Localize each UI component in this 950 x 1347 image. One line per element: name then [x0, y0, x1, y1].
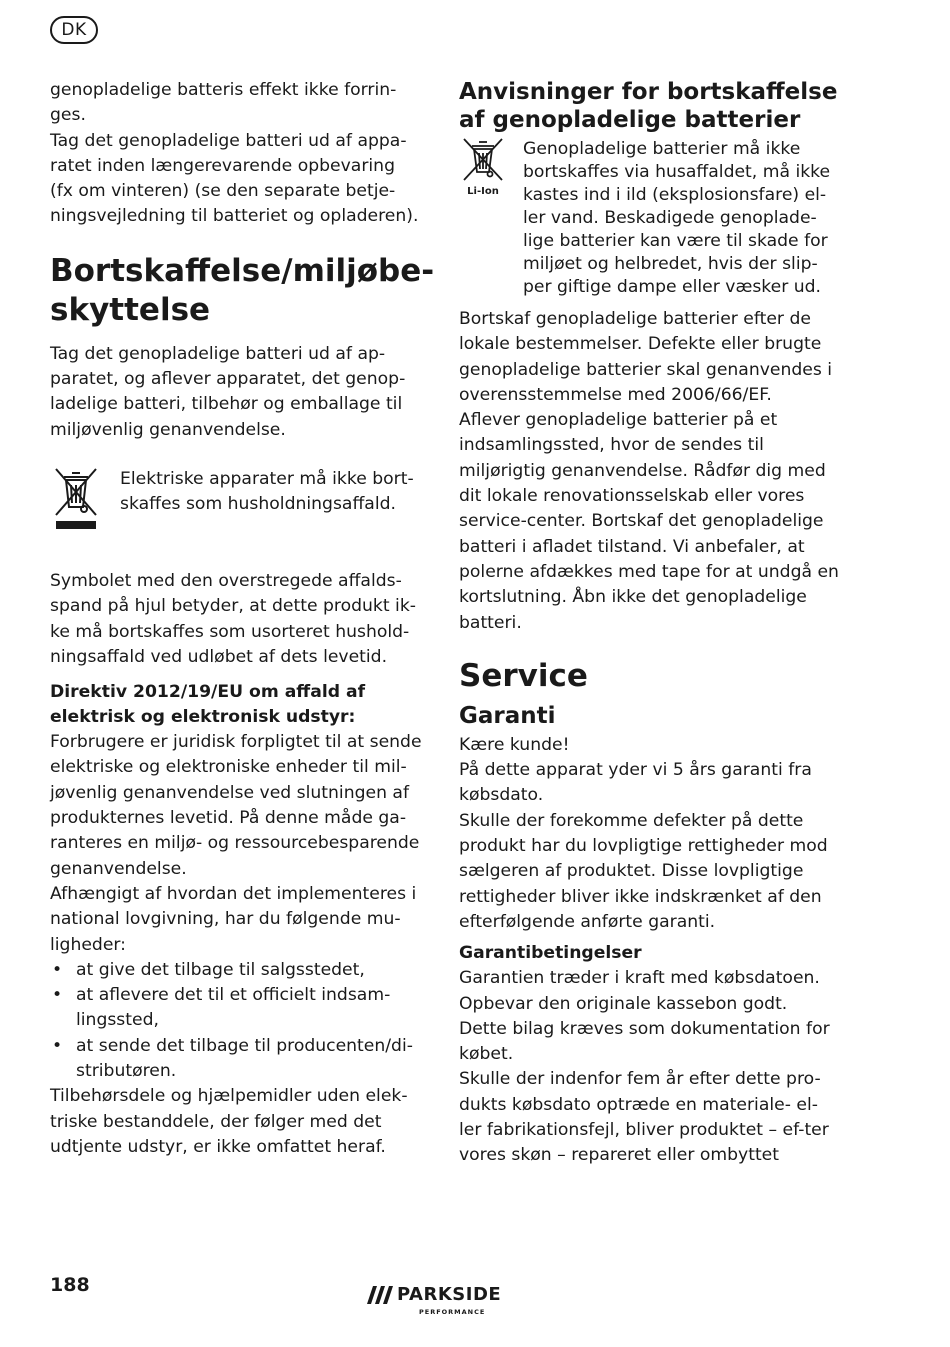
section-heading-disposal: Bortskaffelse/miljøbe-skyttelse	[50, 252, 435, 328]
guarantee-heading: Garanti	[459, 702, 556, 729]
list-item: • at sende det tilbage til producenten/di-stributøren.	[50, 1034, 422, 1085]
list-item: • at aflevere det til et officielt indsam-lingssted,	[50, 983, 422, 1034]
paragraph: Skulle der forekomme defekter på dette produkt har du lovpligtige rettigheder mod sælgeren af produktet. Disse lovpligtige rettigheder bliver ikke indskrænket af den efterfølgende anførte garanti.	[459, 810, 828, 932]
brand-subtitle: PERFORMANCE	[419, 1308, 486, 1316]
paragraph: Tag det genopladelige batteri ud af ap-paratet, og aflever apparatet, det genop-ladelige batteri, tilbehør og emballage til miljøvenlig genanvendelse.	[50, 343, 406, 440]
brand-name: PARKSIDE	[397, 1284, 502, 1305]
paragraph: Symbolet med den overstregede affalds-spand på hjul betyder, at dette produkt ik-ke må bortskaffes som usorteret hushold-ningsaffald ved udløbet af dets levetid.	[50, 570, 416, 667]
service-heading: Service	[459, 657, 588, 694]
paragraph: Tag det genopladelige batteri ud af appa-ratet inden længerevarende opbevaring (fx om vinteren) (se den separate betje-ningsvejledning til batteriet og opladeren).	[50, 130, 419, 227]
paragraph: På dette apparat yder vi 5 års garanti fra købsdato.	[459, 760, 812, 806]
battery-disposal-heading: Anvisninger for bortskaffelse af genopladelige batterier	[459, 79, 838, 133]
paragraph: Aflever genopladelige batterier på et indsamlingssted, hvor de sendes til miljørigtig genanvendelse. Rådfør dig med dit lokale renovationsselskab eller vores service-center. Bortskaf det genopladelige batteri i afladet tilstand. Vi anbefaler, at polerne afdækkes med tape for at undgå en kortslutning. Åbn ikke det genopladelige batteri.	[459, 410, 839, 633]
paragraph: genopladelige batteris effekt ikke forrin-ges.	[50, 80, 397, 126]
battery-notice	[459, 138, 839, 299]
paragraph: Kære kunde!	[459, 734, 570, 755]
language-badge: DK	[50, 16, 98, 44]
paragraph: Bortskaf genopladelige batterier efter de lokale bestemmelser. Defekte eller brugte genopladelige batterier skal genanvendes i overensstemmelse med 2006/66/EF.	[459, 309, 833, 405]
paragraph: Tilbehørsdele og hjælpemidler uden elek-triske bestanddele, der følger med det udtjente udstyr, er ikke omfattet heraf.	[50, 1086, 408, 1157]
page-number: 188	[50, 1274, 90, 1296]
left-column	[50, 78, 435, 1160]
paragraph: Forbrugere er juridisk forpligtet til at sende elektriske og elektroniske enheder til mil-jøvenlig genanvendelse ved slutningen af produkternes levetid. På denne måde ga-ranteres en miljø- og ressourcebesparende genanvendelse.	[50, 732, 422, 879]
paragraph: Afhængigt af hvordan det implementeres i national lovgivning, har du følgende mu-ligheder:	[50, 883, 417, 955]
right-column	[459, 78, 839, 1169]
conditions-heading: Garantibetingelser	[459, 943, 642, 964]
paragraph: Garantien træder i kraft med købsdatoen. Opbevar den originale kassebon godt. Dette bilag kræves som dokumentation for købet.	[459, 968, 830, 1065]
brand-slash-icon	[367, 1286, 397, 1308]
crossed-bin-icon	[50, 467, 120, 541]
paragraph: Skulle der indenfor fem år efter dette pro-dukts købsdato optræde en materiale- el-ler fabrikationsfejl, bliver produktet – ef-ter vores skøn – repareret eller ombyttet	[459, 1069, 829, 1166]
weee-notice	[50, 467, 422, 541]
liion-label: Li-Ion	[467, 186, 499, 197]
weee-text: Elektriske apparater må ikke bort-skaffes som husholdningsaffald.	[120, 468, 414, 515]
crossed-bin-liion-icon	[459, 138, 523, 299]
list-item: • at give det tilbage til salgsstedet,	[50, 958, 422, 983]
battery-text: Genopladelige batterier må ikke bortskaffes via husaffaldet, må ikke kastes ind i ild (eksplosionsfare) el-ler vand. Beskadigede genoplade-lige batterier kan være til skade for miljøet og helbredet, hvis der slip-per giftige dampe eller væsker ud.	[523, 139, 831, 297]
directive-heading: Direktiv 2012/19/EU om affald af elektrisk og elektronisk udstyr:	[50, 682, 366, 728]
options-list	[50, 958, 422, 1084]
